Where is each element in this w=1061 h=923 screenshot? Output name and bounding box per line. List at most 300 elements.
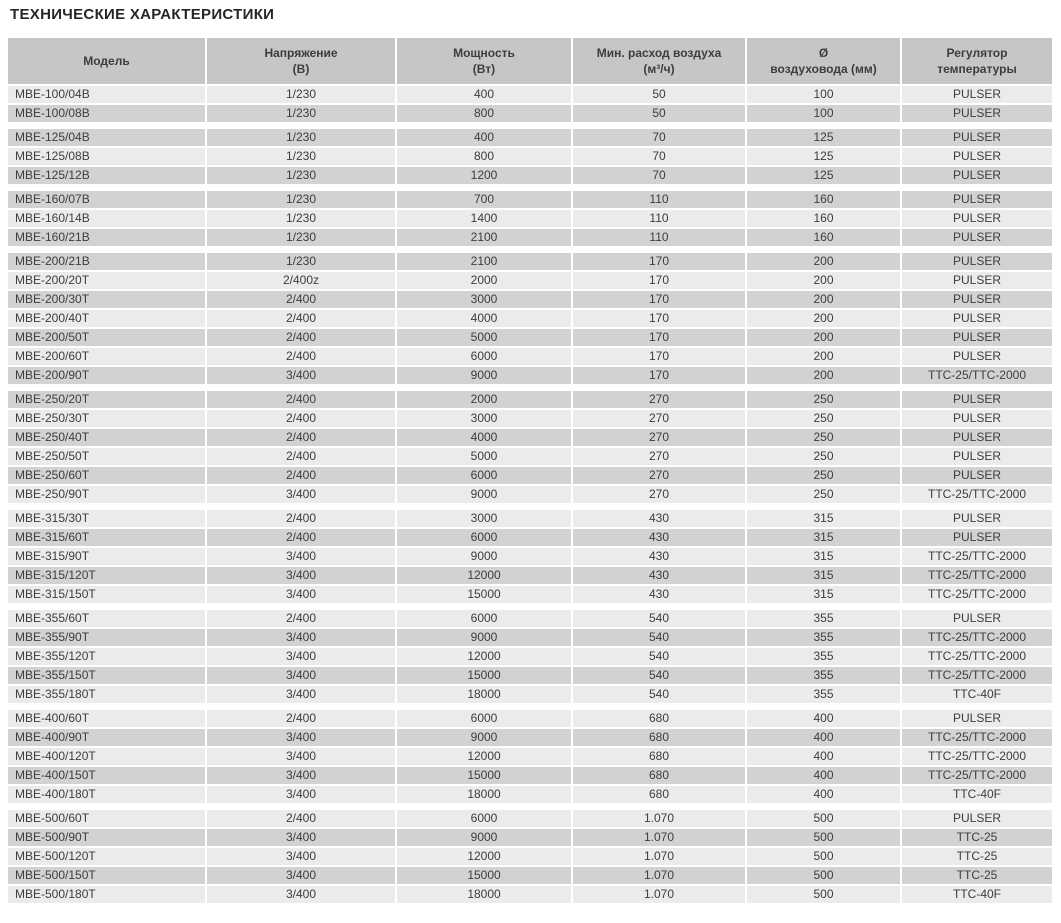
cell-diameter: 200 xyxy=(747,348,900,365)
cell-airflow: 170 xyxy=(573,348,745,365)
table-row xyxy=(8,529,1052,546)
table-row xyxy=(8,348,1052,365)
cell-model: MBE-160/14B xyxy=(8,210,205,227)
cell-diameter: 250 xyxy=(747,391,900,408)
cell-diameter: 125 xyxy=(747,148,900,165)
table-row xyxy=(8,191,1052,208)
cell-voltage: 3/400 xyxy=(207,629,395,646)
cell-airflow: 70 xyxy=(573,129,745,146)
table-row xyxy=(8,129,1052,146)
table-row xyxy=(8,391,1052,408)
cell-airflow: 50 xyxy=(573,86,745,103)
table-row xyxy=(8,710,1052,727)
cell-voltage: 3/400 xyxy=(207,486,395,503)
column-header-line1: Регулятор xyxy=(946,46,1008,60)
cell-airflow: 270 xyxy=(573,486,745,503)
cell-diameter: 500 xyxy=(747,829,900,846)
table-row xyxy=(8,510,1052,527)
cell-regulator: PULSER xyxy=(902,210,1052,227)
table-row xyxy=(8,272,1052,289)
cell-diameter: 100 xyxy=(747,105,900,122)
cell-regulator: PULSER xyxy=(902,610,1052,627)
cell-airflow: 430 xyxy=(573,567,745,584)
cell-airflow: 270 xyxy=(573,410,745,427)
cell-airflow: 170 xyxy=(573,367,745,384)
cell-power: 400 xyxy=(397,129,571,146)
cell-diameter: 200 xyxy=(747,329,900,346)
cell-voltage: 2/400 xyxy=(207,448,395,465)
cell-voltage: 2/400 xyxy=(207,291,395,308)
cell-regulator: TTC-40F xyxy=(902,786,1052,803)
cell-power: 3000 xyxy=(397,291,571,308)
cell-power: 800 xyxy=(397,105,571,122)
cell-airflow: 680 xyxy=(573,748,745,765)
cell-diameter: 400 xyxy=(747,710,900,727)
cell-power: 6000 xyxy=(397,610,571,627)
table-row xyxy=(8,629,1052,646)
cell-airflow: 70 xyxy=(573,148,745,165)
cell-airflow: 170 xyxy=(573,272,745,289)
cell-regulator: TTC-25/TTC-2000 xyxy=(902,567,1052,584)
cell-voltage: 3/400 xyxy=(207,686,395,703)
cell-airflow: 1.070 xyxy=(573,848,745,865)
cell-diameter: 250 xyxy=(747,429,900,446)
cell-power: 6000 xyxy=(397,710,571,727)
cell-power: 700 xyxy=(397,191,571,208)
cell-regulator: TTC-25/TTC-2000 xyxy=(902,648,1052,665)
cell-voltage: 3/400 xyxy=(207,567,395,584)
cell-model: MBE-355/180T xyxy=(8,686,205,703)
cell-airflow: 1.070 xyxy=(573,829,745,846)
cell-diameter: 400 xyxy=(747,748,900,765)
cell-regulator: TTC-25/TTC-2000 xyxy=(902,367,1052,384)
column-header-regulator xyxy=(902,38,1052,84)
cell-regulator: PULSER xyxy=(902,510,1052,527)
cell-airflow: 540 xyxy=(573,648,745,665)
cell-airflow: 170 xyxy=(573,291,745,308)
cell-voltage: 3/400 xyxy=(207,748,395,765)
table-row xyxy=(8,729,1052,746)
cell-regulator: PULSER xyxy=(902,272,1052,289)
cell-voltage: 1/230 xyxy=(207,191,395,208)
cell-airflow: 540 xyxy=(573,610,745,627)
cell-voltage: 3/400 xyxy=(207,367,395,384)
cell-diameter: 355 xyxy=(747,629,900,646)
cell-airflow: 170 xyxy=(573,329,745,346)
column-header-power xyxy=(397,38,571,84)
cell-diameter: 315 xyxy=(747,510,900,527)
cell-regulator: PULSER xyxy=(902,448,1052,465)
cell-voltage: 2/400 xyxy=(207,429,395,446)
cell-regulator: TTC-25/TTC-2000 xyxy=(902,629,1052,646)
cell-airflow: 110 xyxy=(573,191,745,208)
cell-power: 2000 xyxy=(397,272,571,289)
cell-voltage: 2/400 xyxy=(207,329,395,346)
specs-table xyxy=(8,38,1052,903)
cell-power: 5000 xyxy=(397,329,571,346)
column-header-line2: (В) xyxy=(292,62,310,76)
cell-airflow: 430 xyxy=(573,586,745,603)
column-header-line1: Мин. расход воздуха xyxy=(596,46,722,60)
cell-diameter: 100 xyxy=(747,86,900,103)
cell-regulator: TTC-25/TTC-2000 xyxy=(902,667,1052,684)
cell-voltage: 3/400 xyxy=(207,829,395,846)
cell-regulator: PULSER xyxy=(902,148,1052,165)
cell-diameter: 400 xyxy=(747,729,900,746)
table-row xyxy=(8,667,1052,684)
cell-voltage: 1/230 xyxy=(207,105,395,122)
table-row xyxy=(8,229,1052,246)
cell-regulator: PULSER xyxy=(902,253,1052,270)
cell-model: MBE-500/180T xyxy=(8,886,205,903)
cell-airflow: 270 xyxy=(573,448,745,465)
cell-airflow: 170 xyxy=(573,310,745,327)
cell-voltage: 2/400 xyxy=(207,610,395,627)
cell-power: 15000 xyxy=(397,667,571,684)
table-row xyxy=(8,786,1052,803)
cell-power: 1200 xyxy=(397,167,571,184)
cell-diameter: 200 xyxy=(747,253,900,270)
cell-airflow: 270 xyxy=(573,391,745,408)
table-row xyxy=(8,486,1052,503)
cell-model: MBE-250/50T xyxy=(8,448,205,465)
cell-airflow: 430 xyxy=(573,510,745,527)
table-row xyxy=(8,210,1052,227)
cell-diameter: 250 xyxy=(747,467,900,484)
table-row xyxy=(8,448,1052,465)
cell-diameter: 160 xyxy=(747,229,900,246)
cell-regulator: PULSER xyxy=(902,410,1052,427)
cell-diameter: 315 xyxy=(747,548,900,565)
cell-diameter: 315 xyxy=(747,567,900,584)
cell-regulator: PULSER xyxy=(902,329,1052,346)
table-row xyxy=(8,586,1052,603)
table-row xyxy=(8,467,1052,484)
cell-power: 6000 xyxy=(397,467,571,484)
cell-model: MBE-355/60T xyxy=(8,610,205,627)
cell-regulator: TTC-40F xyxy=(902,886,1052,903)
column-header-line2: температуры xyxy=(937,62,1017,76)
cell-diameter: 125 xyxy=(747,167,900,184)
cell-voltage: 3/400 xyxy=(207,867,395,884)
column-header-line2: воздуховода (мм) xyxy=(770,62,877,76)
cell-regulator: PULSER xyxy=(902,229,1052,246)
cell-regulator: PULSER xyxy=(902,529,1052,546)
cell-airflow: 1.070 xyxy=(573,867,745,884)
cell-power: 6000 xyxy=(397,348,571,365)
cell-regulator: TTC-40F xyxy=(902,686,1052,703)
table-row xyxy=(8,810,1052,827)
cell-voltage: 1/230 xyxy=(207,253,395,270)
cell-regulator: TTC-25/TTC-2000 xyxy=(902,586,1052,603)
cell-power: 15000 xyxy=(397,867,571,884)
cell-voltage: 2/400 xyxy=(207,810,395,827)
cell-diameter: 355 xyxy=(747,648,900,665)
cell-model: MBE-200/21B xyxy=(8,253,205,270)
cell-diameter: 400 xyxy=(747,767,900,784)
cell-power: 15000 xyxy=(397,767,571,784)
cell-voltage: 2/400 xyxy=(207,348,395,365)
cell-model: MBE-100/04B xyxy=(8,86,205,103)
table-row xyxy=(8,291,1052,308)
cell-airflow: 540 xyxy=(573,629,745,646)
cell-diameter: 200 xyxy=(747,310,900,327)
cell-model: MBE-125/08B xyxy=(8,148,205,165)
cell-power: 2100 xyxy=(397,229,571,246)
cell-diameter: 125 xyxy=(747,129,900,146)
cell-diameter: 160 xyxy=(747,191,900,208)
column-header-model xyxy=(8,38,205,84)
cell-model: MBE-400/180T xyxy=(8,786,205,803)
table-row xyxy=(8,848,1052,865)
cell-power: 18000 xyxy=(397,886,571,903)
cell-power: 12000 xyxy=(397,567,571,584)
cell-voltage: 3/400 xyxy=(207,886,395,903)
table-row xyxy=(8,148,1052,165)
cell-power: 18000 xyxy=(397,686,571,703)
cell-model: MBE-355/150T xyxy=(8,667,205,684)
cell-voltage: 3/400 xyxy=(207,767,395,784)
table-row xyxy=(8,329,1052,346)
cell-model: MBE-100/08B xyxy=(8,105,205,122)
cell-model: MBE-160/07B xyxy=(8,191,205,208)
cell-regulator: TTC-25/TTC-2000 xyxy=(902,748,1052,765)
cell-model: MBE-160/21B xyxy=(8,229,205,246)
table-row xyxy=(8,610,1052,627)
table-header-row xyxy=(8,38,1052,84)
cell-voltage: 2/400 xyxy=(207,710,395,727)
cell-diameter: 500 xyxy=(747,867,900,884)
cell-regulator: PULSER xyxy=(902,710,1052,727)
cell-power: 5000 xyxy=(397,448,571,465)
cell-model: MBE-250/30T xyxy=(8,410,205,427)
cell-airflow: 680 xyxy=(573,786,745,803)
cell-regulator: PULSER xyxy=(902,429,1052,446)
cell-model: MBE-500/60T xyxy=(8,810,205,827)
cell-model: MBE-400/150T xyxy=(8,767,205,784)
cell-power: 2000 xyxy=(397,391,571,408)
cell-diameter: 355 xyxy=(747,686,900,703)
cell-voltage: 2/400 xyxy=(207,391,395,408)
table-row xyxy=(8,886,1052,903)
cell-voltage: 1/230 xyxy=(207,229,395,246)
cell-voltage: 3/400 xyxy=(207,648,395,665)
cell-diameter: 250 xyxy=(747,448,900,465)
cell-model: MBE-200/20T xyxy=(8,272,205,289)
cell-model: MBE-400/60T xyxy=(8,710,205,727)
cell-power: 800 xyxy=(397,148,571,165)
cell-airflow: 680 xyxy=(573,767,745,784)
cell-diameter: 250 xyxy=(747,486,900,503)
cell-regulator: PULSER xyxy=(902,191,1052,208)
cell-model: MBE-200/90T xyxy=(8,367,205,384)
cell-model: MBE-125/04B xyxy=(8,129,205,146)
cell-model: MBE-200/50T xyxy=(8,329,205,346)
cell-power: 4000 xyxy=(397,429,571,446)
cell-airflow: 540 xyxy=(573,686,745,703)
cell-airflow: 430 xyxy=(573,548,745,565)
cell-power: 9000 xyxy=(397,548,571,565)
cell-model: MBE-500/90T xyxy=(8,829,205,846)
cell-regulator: PULSER xyxy=(902,105,1052,122)
cell-voltage: 2/400 xyxy=(207,529,395,546)
cell-regulator: TTC-25/TTC-2000 xyxy=(902,729,1052,746)
table-row xyxy=(8,105,1052,122)
cell-model: MBE-400/90T xyxy=(8,729,205,746)
cell-regulator: PULSER xyxy=(902,310,1052,327)
cell-regulator: TTC-25/TTC-2000 xyxy=(902,767,1052,784)
table-row xyxy=(8,648,1052,665)
cell-airflow: 1.070 xyxy=(573,886,745,903)
cell-power: 9000 xyxy=(397,829,571,846)
cell-model: MBE-315/30T xyxy=(8,510,205,527)
table-row xyxy=(8,310,1052,327)
cell-regulator: PULSER xyxy=(902,467,1052,484)
cell-model: MBE-315/90T xyxy=(8,548,205,565)
column-header-line1: Мощность xyxy=(453,46,515,60)
table-row xyxy=(8,686,1052,703)
cell-diameter: 160 xyxy=(747,210,900,227)
cell-diameter: 500 xyxy=(747,848,900,865)
cell-power: 3000 xyxy=(397,410,571,427)
cell-voltage: 1/230 xyxy=(207,210,395,227)
cell-regulator: PULSER xyxy=(902,391,1052,408)
cell-regulator: TTC-25/TTC-2000 xyxy=(902,486,1052,503)
column-header-line1: Напряжение xyxy=(264,46,338,60)
column-header-line1: Модель xyxy=(83,54,130,68)
cell-model: MBE-250/20T xyxy=(8,391,205,408)
cell-voltage: 2/400 xyxy=(207,467,395,484)
table-row xyxy=(8,748,1052,765)
cell-model: MBE-400/120T xyxy=(8,748,205,765)
cell-voltage: 1/230 xyxy=(207,86,395,103)
cell-airflow: 430 xyxy=(573,529,745,546)
cell-power: 2100 xyxy=(397,253,571,270)
cell-model: MBE-200/40T xyxy=(8,310,205,327)
table-row xyxy=(8,253,1052,270)
cell-voltage: 3/400 xyxy=(207,667,395,684)
cell-power: 12000 xyxy=(397,748,571,765)
cell-model: MBE-355/120T xyxy=(8,648,205,665)
table-row xyxy=(8,867,1052,884)
cell-model: MBE-250/40T xyxy=(8,429,205,446)
cell-model: MBE-200/60T xyxy=(8,348,205,365)
cell-airflow: 70 xyxy=(573,167,745,184)
cell-power: 1400 xyxy=(397,210,571,227)
cell-power: 400 xyxy=(397,86,571,103)
cell-regulator: TTC-25 xyxy=(902,867,1052,884)
cell-regulator: PULSER xyxy=(902,348,1052,365)
cell-diameter: 500 xyxy=(747,810,900,827)
cell-diameter: 200 xyxy=(747,272,900,289)
column-header-line2: (м³/ч) xyxy=(643,62,675,76)
column-header-voltage xyxy=(207,38,395,84)
cell-model: MBE-500/120T xyxy=(8,848,205,865)
cell-model: MBE-315/150T xyxy=(8,586,205,603)
column-header-line2: (Вт) xyxy=(472,62,496,76)
cell-power: 3000 xyxy=(397,510,571,527)
cell-diameter: 315 xyxy=(747,529,900,546)
cell-voltage: 2/400 xyxy=(207,510,395,527)
cell-power: 9000 xyxy=(397,367,571,384)
cell-airflow: 680 xyxy=(573,729,745,746)
cell-power: 15000 xyxy=(397,586,571,603)
cell-diameter: 315 xyxy=(747,586,900,603)
cell-voltage: 3/400 xyxy=(207,729,395,746)
cell-model: MBE-315/60T xyxy=(8,529,205,546)
cell-voltage: 3/400 xyxy=(207,848,395,865)
cell-diameter: 500 xyxy=(747,886,900,903)
cell-diameter: 400 xyxy=(747,786,900,803)
table-row xyxy=(8,548,1052,565)
cell-model: MBE-500/150T xyxy=(8,867,205,884)
cell-regulator: PULSER xyxy=(902,129,1052,146)
cell-power: 4000 xyxy=(397,310,571,327)
table-row xyxy=(8,767,1052,784)
cell-voltage: 1/230 xyxy=(207,148,395,165)
cell-airflow: 270 xyxy=(573,429,745,446)
table-row xyxy=(8,86,1052,103)
cell-airflow: 270 xyxy=(573,467,745,484)
cell-airflow: 540 xyxy=(573,667,745,684)
column-header-airflow xyxy=(573,38,745,84)
cell-regulator: TTC-25 xyxy=(902,829,1052,846)
cell-regulator: PULSER xyxy=(902,291,1052,308)
cell-model: MBE-250/90T xyxy=(8,486,205,503)
cell-voltage: 2/400 xyxy=(207,410,395,427)
cell-airflow: 50 xyxy=(573,105,745,122)
cell-airflow: 1.070 xyxy=(573,810,745,827)
cell-voltage: 3/400 xyxy=(207,548,395,565)
cell-voltage: 3/400 xyxy=(207,586,395,603)
cell-power: 12000 xyxy=(397,848,571,865)
cell-regulator: TTC-25 xyxy=(902,848,1052,865)
table-row xyxy=(8,367,1052,384)
cell-regulator: PULSER xyxy=(902,810,1052,827)
column-header-line1: Ø xyxy=(818,46,829,60)
cell-diameter: 200 xyxy=(747,291,900,308)
cell-regulator: PULSER xyxy=(902,86,1052,103)
cell-power: 9000 xyxy=(397,486,571,503)
cell-voltage: 2/400z xyxy=(207,272,395,289)
cell-power: 12000 xyxy=(397,648,571,665)
table-row xyxy=(8,429,1052,446)
cell-voltage: 2/400 xyxy=(207,310,395,327)
cell-diameter: 200 xyxy=(747,367,900,384)
cell-airflow: 110 xyxy=(573,229,745,246)
cell-diameter: 355 xyxy=(747,667,900,684)
column-header-diameter xyxy=(747,38,900,84)
cell-power: 18000 xyxy=(397,786,571,803)
cell-airflow: 680 xyxy=(573,710,745,727)
cell-power: 9000 xyxy=(397,629,571,646)
cell-voltage: 1/230 xyxy=(207,167,395,184)
cell-regulator: PULSER xyxy=(902,167,1052,184)
cell-diameter: 250 xyxy=(747,410,900,427)
cell-model: MBE-355/90T xyxy=(8,629,205,646)
cell-model: MBE-250/60T xyxy=(8,467,205,484)
cell-power: 6000 xyxy=(397,529,571,546)
table-row xyxy=(8,410,1052,427)
cell-airflow: 110 xyxy=(573,210,745,227)
table-row xyxy=(8,567,1052,584)
cell-airflow: 170 xyxy=(573,253,745,270)
cell-voltage: 3/400 xyxy=(207,786,395,803)
table-row xyxy=(8,829,1052,846)
cell-regulator: TTC-25/TTC-2000 xyxy=(902,548,1052,565)
cell-model: MBE-315/120T xyxy=(8,567,205,584)
page-title: ТЕХНИЧЕСКИЕ ХАРАКТЕРИСТИКИ xyxy=(10,6,275,23)
